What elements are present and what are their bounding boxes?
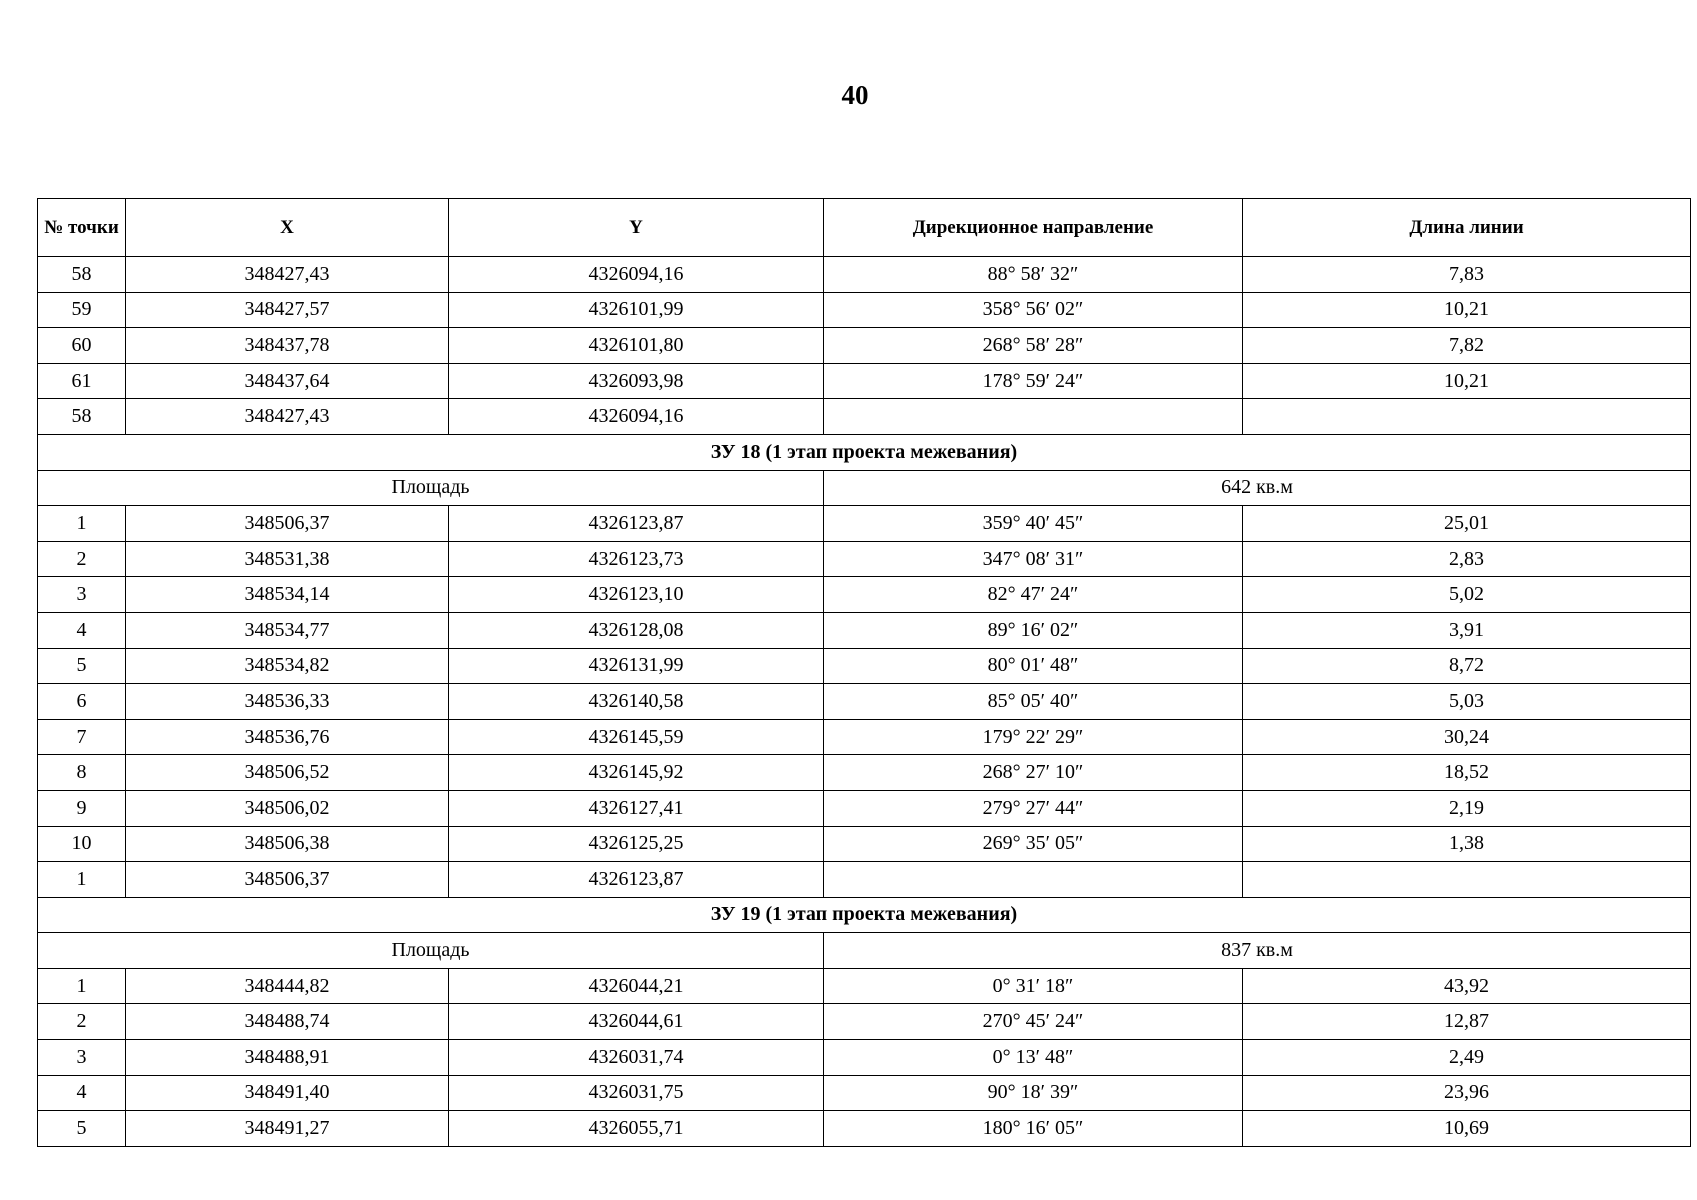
- point-number-cell: 7: [38, 719, 126, 755]
- point-number-cell: 3: [38, 1040, 126, 1076]
- length-cell: 30,24: [1243, 719, 1691, 755]
- length-cell: 5,02: [1243, 577, 1691, 613]
- direction-cell: 180° 16′ 05″: [824, 1111, 1243, 1147]
- point-number-cell: 1: [38, 862, 126, 898]
- table-row: [38, 826, 1691, 862]
- length-cell: 2,49: [1243, 1040, 1691, 1076]
- y-cell: 4326123,87: [449, 506, 824, 542]
- direction-cell: 85° 05′ 40″: [824, 684, 1243, 720]
- length-cell: 3,91: [1243, 612, 1691, 648]
- length-cell: 1,38: [1243, 826, 1691, 862]
- y-cell: 4326123,87: [449, 862, 824, 898]
- x-cell: 348534,14: [126, 577, 449, 613]
- y-cell: 4326127,41: [449, 790, 824, 826]
- y-cell: 4326101,99: [449, 292, 824, 328]
- table-row: [38, 648, 1691, 684]
- length-cell: 7,83: [1243, 257, 1691, 293]
- direction-cell: 279° 27′ 44″: [824, 790, 1243, 826]
- x-cell: 348506,38: [126, 826, 449, 862]
- x-cell: 348506,52: [126, 755, 449, 791]
- length-cell: 2,83: [1243, 541, 1691, 577]
- table-body: [38, 257, 1691, 1147]
- section-title: ЗУ 19 (1 этап проекта межевания): [38, 897, 1691, 933]
- point-number-cell: 9: [38, 790, 126, 826]
- header-line-length: Длина линии: [1243, 199, 1691, 257]
- y-cell: 4326093,98: [449, 363, 824, 399]
- point-number-cell: 4: [38, 1075, 126, 1111]
- length-cell: [1243, 862, 1691, 898]
- direction-cell: 82° 47′ 24″: [824, 577, 1243, 613]
- length-cell: 43,92: [1243, 968, 1691, 1004]
- x-cell: 348536,33: [126, 684, 449, 720]
- table-row: [38, 862, 1691, 898]
- point-number-cell: 1: [38, 506, 126, 542]
- direction-cell: [824, 862, 1243, 898]
- direction-cell: 178° 59′ 24″: [824, 363, 1243, 399]
- x-cell: 348427,43: [126, 399, 449, 435]
- section-row: [38, 897, 1691, 933]
- x-cell: 348491,40: [126, 1075, 449, 1111]
- direction-cell: 268° 58′ 28″: [824, 328, 1243, 364]
- table-row: [38, 612, 1691, 648]
- x-cell: 348427,57: [126, 292, 449, 328]
- point-number-cell: 2: [38, 541, 126, 577]
- area-row: [38, 933, 1691, 969]
- direction-cell: 358° 56′ 02″: [824, 292, 1243, 328]
- table-row: [38, 790, 1691, 826]
- table-row: [38, 1075, 1691, 1111]
- y-cell: 4326044,21: [449, 968, 824, 1004]
- table-row: [38, 328, 1691, 364]
- length-cell: 8,72: [1243, 648, 1691, 684]
- table-row: [38, 1111, 1691, 1147]
- y-cell: 4326094,16: [449, 257, 824, 293]
- table-row: [38, 541, 1691, 577]
- length-cell: 18,52: [1243, 755, 1691, 791]
- direction-cell: 0° 31′ 18″: [824, 968, 1243, 1004]
- point-number-cell: 60: [38, 328, 126, 364]
- y-cell: 4326123,10: [449, 577, 824, 613]
- x-cell: 348531,38: [126, 541, 449, 577]
- coordinates-table: [37, 198, 1691, 1147]
- y-cell: 4326123,73: [449, 541, 824, 577]
- direction-cell: 270° 45′ 24″: [824, 1004, 1243, 1040]
- direction-cell: 268° 27′ 10″: [824, 755, 1243, 791]
- y-cell: 4326044,61: [449, 1004, 824, 1040]
- point-number-cell: 3: [38, 577, 126, 613]
- table-header-row: [38, 199, 1691, 257]
- length-cell: 12,87: [1243, 1004, 1691, 1040]
- direction-cell: 89° 16′ 02″: [824, 612, 1243, 648]
- x-cell: 348427,43: [126, 257, 449, 293]
- section-title: ЗУ 18 (1 этап проекта межевания): [38, 434, 1691, 470]
- x-cell: 348437,78: [126, 328, 449, 364]
- y-cell: 4326055,71: [449, 1111, 824, 1147]
- length-cell: 10,21: [1243, 363, 1691, 399]
- table-row: [38, 506, 1691, 542]
- length-cell: 2,19: [1243, 790, 1691, 826]
- direction-cell: 80° 01′ 48″: [824, 648, 1243, 684]
- point-number-cell: 6: [38, 684, 126, 720]
- table-row: [38, 719, 1691, 755]
- point-number-cell: 2: [38, 1004, 126, 1040]
- point-number-cell: 5: [38, 1111, 126, 1147]
- table-row: [38, 399, 1691, 435]
- length-cell: 10,21: [1243, 292, 1691, 328]
- x-cell: 348534,82: [126, 648, 449, 684]
- direction-cell: 269° 35′ 05″: [824, 826, 1243, 862]
- table-row: [38, 292, 1691, 328]
- y-cell: 4326145,92: [449, 755, 824, 791]
- header-point-number: № точки: [38, 199, 126, 257]
- y-cell: 4326031,74: [449, 1040, 824, 1076]
- y-cell: 4326131,99: [449, 648, 824, 684]
- x-cell: 348437,64: [126, 363, 449, 399]
- table-row: [38, 1004, 1691, 1040]
- area-label: Площадь: [38, 470, 824, 506]
- y-cell: 4326125,25: [449, 826, 824, 862]
- area-label: Площадь: [38, 933, 824, 969]
- length-cell: 25,01: [1243, 506, 1691, 542]
- header-x: X: [126, 199, 449, 257]
- x-cell: 348506,02: [126, 790, 449, 826]
- y-cell: 4326031,75: [449, 1075, 824, 1111]
- x-cell: 348506,37: [126, 506, 449, 542]
- direction-cell: 179° 22′ 29″: [824, 719, 1243, 755]
- x-cell: 348536,76: [126, 719, 449, 755]
- table-row: [38, 968, 1691, 1004]
- y-cell: 4326140,58: [449, 684, 824, 720]
- area-value: 642 кв.м: [824, 470, 1691, 506]
- point-number-cell: 4: [38, 612, 126, 648]
- direction-cell: 0° 13′ 48″: [824, 1040, 1243, 1076]
- length-cell: [1243, 399, 1691, 435]
- table-row: [38, 1040, 1691, 1076]
- point-number-cell: 58: [38, 257, 126, 293]
- point-number-cell: 58: [38, 399, 126, 435]
- direction-cell: [824, 399, 1243, 435]
- page-number: 40: [841, 80, 869, 110]
- x-cell: 348506,37: [126, 862, 449, 898]
- y-cell: 4326128,08: [449, 612, 824, 648]
- point-number-cell: 5: [38, 648, 126, 684]
- direction-cell: 359° 40′ 45″: [824, 506, 1243, 542]
- x-cell: 348488,74: [126, 1004, 449, 1040]
- area-value: 837 кв.м: [824, 933, 1691, 969]
- table-row: [38, 755, 1691, 791]
- header-y: Y: [449, 199, 824, 257]
- point-number-cell: 61: [38, 363, 126, 399]
- table-row: [38, 577, 1691, 613]
- header-direction: Дирекционное направление: [824, 199, 1243, 257]
- table-row: [38, 363, 1691, 399]
- point-number-cell: 10: [38, 826, 126, 862]
- length-cell: 23,96: [1243, 1075, 1691, 1111]
- length-cell: 5,03: [1243, 684, 1691, 720]
- area-row: [38, 470, 1691, 506]
- direction-cell: 347° 08′ 31″: [824, 541, 1243, 577]
- length-cell: 7,82: [1243, 328, 1691, 364]
- point-number-cell: 59: [38, 292, 126, 328]
- x-cell: 348534,77: [126, 612, 449, 648]
- table-row: [38, 257, 1691, 293]
- x-cell: 348491,27: [126, 1111, 449, 1147]
- y-cell: 4326145,59: [449, 719, 824, 755]
- section-row: [38, 434, 1691, 470]
- x-cell: 348488,91: [126, 1040, 449, 1076]
- length-cell: 10,69: [1243, 1111, 1691, 1147]
- y-cell: 4326101,80: [449, 328, 824, 364]
- point-number-cell: 8: [38, 755, 126, 791]
- direction-cell: 88° 58′ 32″: [824, 257, 1243, 293]
- x-cell: 348444,82: [126, 968, 449, 1004]
- y-cell: 4326094,16: [449, 399, 824, 435]
- point-number-cell: 1: [38, 968, 126, 1004]
- direction-cell: 90° 18′ 39″: [824, 1075, 1243, 1111]
- table-row: [38, 684, 1691, 720]
